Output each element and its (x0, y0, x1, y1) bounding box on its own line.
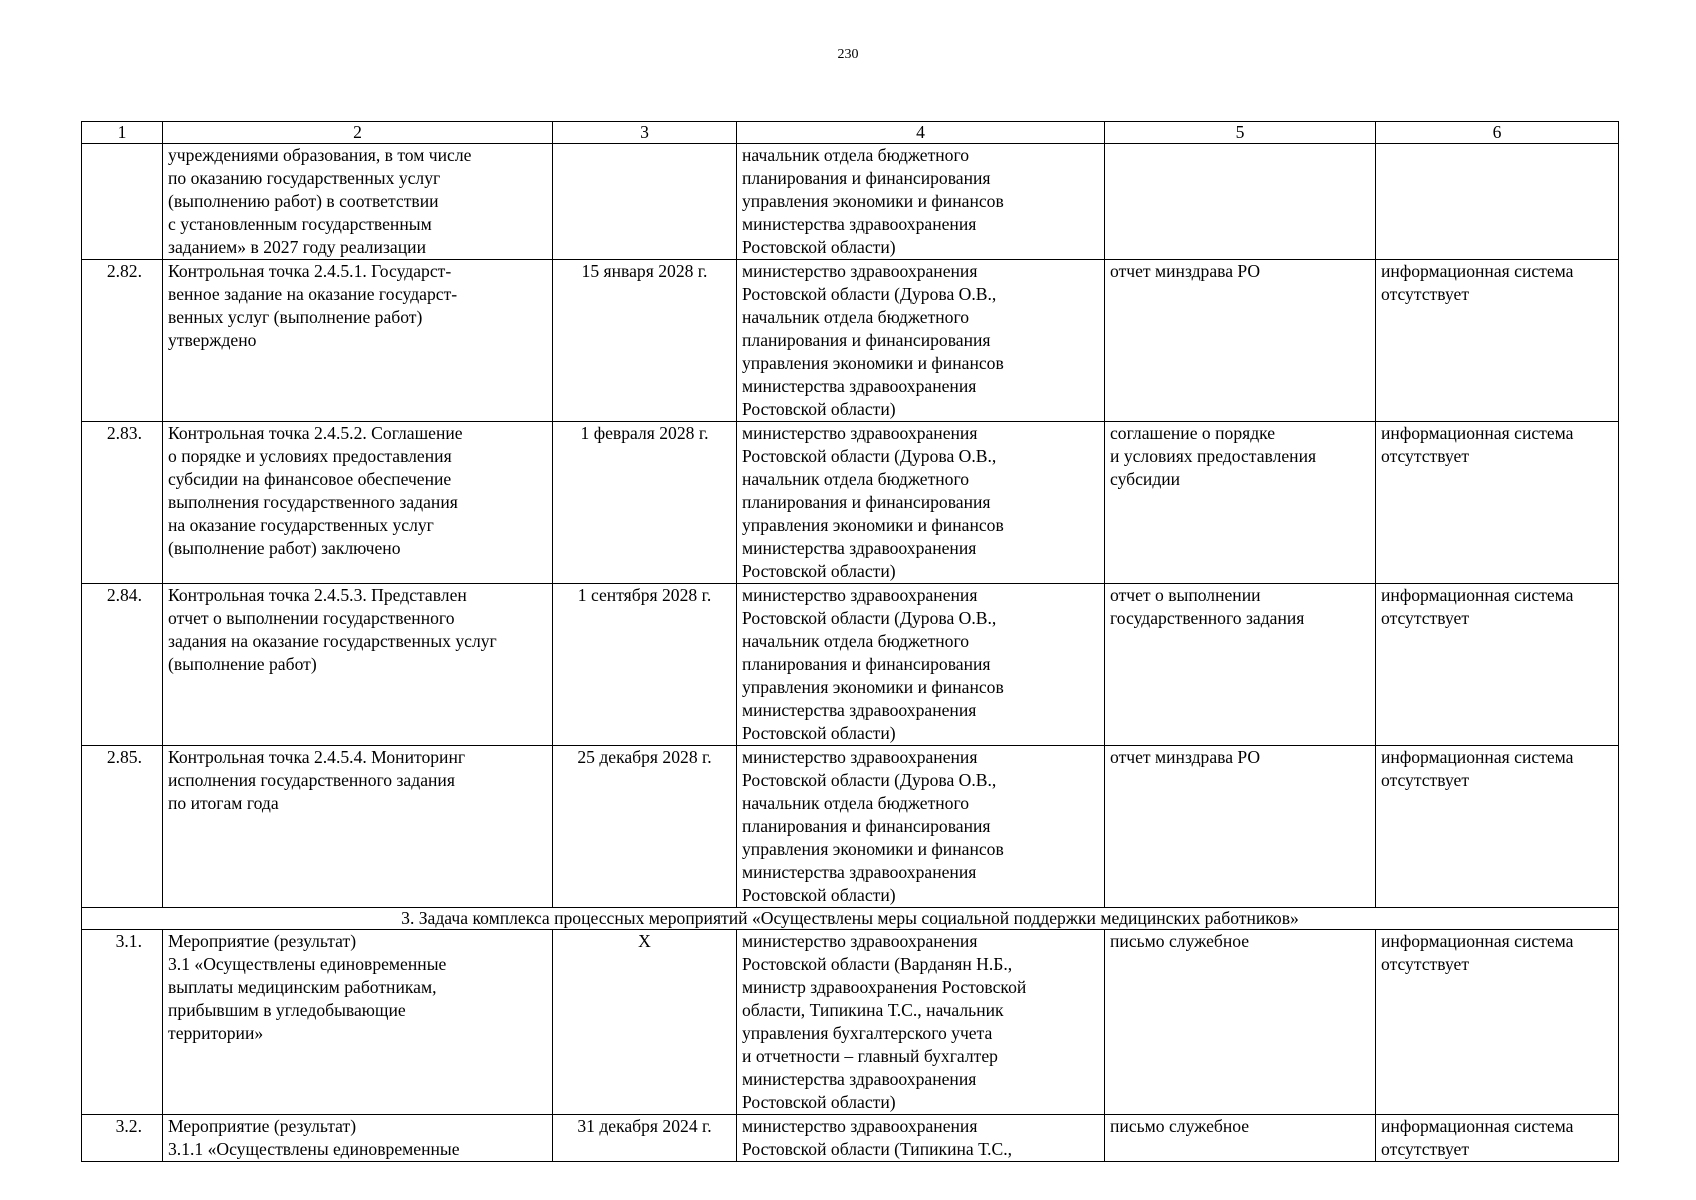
row-responsible: министерство здравоохранения Ростовской области (Дурова О.В., начальник отдела бюджетного планирования и финансирования управления экономики и финансов министерства здравоохранения Ростовской области) (737, 746, 1105, 908)
row-responsible: министерство здравоохранения Ростовской области (Дурова О.В., начальник отдела бюджетного планирования и финансирования управления экономики и финансов министерства здравоохранения Ростовской области) (737, 422, 1105, 584)
row-name: учреждениями образования, в том числе по оказанию государственных услуг (выполнению работ) в соответствии с установленным государственным заданием» в 2027 году реализации (163, 144, 553, 260)
row-document: соглашение о порядке и условиях предоставления субсидии (1105, 422, 1376, 584)
table-row (82, 422, 1619, 584)
column-header: 5 (1105, 122, 1376, 144)
column-number-row (82, 122, 1619, 144)
row-name: Контрольная точка 2.4.5.1. Государст- венное задание на оказание государст- венных услуг (выполнение работ) утверждено (163, 260, 553, 422)
row-responsible: министерство здравоохранения Ростовской области (Дурова О.В., начальник отдела бюджетного планирования и финансирования управления экономики и финансов министерства здравоохранения Ростовской области) (737, 260, 1105, 422)
column-header: 6 (1376, 122, 1619, 144)
row-info-system: информационная система отсутствует (1376, 746, 1619, 908)
row-info-system: информационная система отсутствует (1376, 422, 1619, 584)
table-row (82, 930, 1619, 1115)
row-date: 1 февраля 2028 г. (553, 422, 737, 584)
row-number: 3.2. (82, 1115, 163, 1162)
table-row (82, 260, 1619, 422)
row-number: 2.85. (82, 746, 163, 908)
row-document (1105, 144, 1376, 260)
row-number (82, 144, 163, 260)
column-header: 1 (82, 122, 163, 144)
row-name: Мероприятие (результат) 3.1 «Осуществлены единовременные выплаты медицинским работникам, прибывшим в угледобывающие территории» (163, 930, 553, 1115)
row-number: 2.83. (82, 422, 163, 584)
column-header: 2 (163, 122, 553, 144)
table-row (82, 746, 1619, 908)
row-name: Контрольная точка 2.4.5.4. Мониторинг исполнения государственного задания по итогам года (163, 746, 553, 908)
row-responsible: министерство здравоохранения Ростовской области (Типикина Т.С., (737, 1115, 1105, 1162)
row-document: отчет минздрава РО (1105, 260, 1376, 422)
section-title: 3. Задача комплекса процессных мероприятий «Осуществлены меры социальной поддержки медицинских работников» (82, 908, 1619, 930)
row-number: 3.1. (82, 930, 163, 1115)
row-number: 2.82. (82, 260, 163, 422)
schedule-table (81, 121, 1619, 1162)
row-info-system (1376, 144, 1619, 260)
row-document: письмо служебное (1105, 930, 1376, 1115)
row-date: 31 декабря 2024 г. (553, 1115, 737, 1162)
row-info-system: информационная система отсутствует (1376, 260, 1619, 422)
row-info-system: информационная система отсутствует (1376, 930, 1619, 1115)
row-date: Х (553, 930, 737, 1115)
row-responsible: министерство здравоохранения Ростовской области (Варданян Н.Б., министр здравоохранения Ростовской области, Типикина Т.С., начальник управления бухгалтерского учета и отчетности – главный бухгалтер министерства здравоохранения Ростовской области) (737, 930, 1105, 1115)
row-number: 2.84. (82, 584, 163, 746)
column-header: 3 (553, 122, 737, 144)
row-date: 25 декабря 2028 г. (553, 746, 737, 908)
row-document: отчет минздрава РО (1105, 746, 1376, 908)
row-document: письмо служебное (1105, 1115, 1376, 1162)
table-row (82, 1115, 1619, 1162)
row-info-system: информационная система отсутствует (1376, 1115, 1619, 1162)
row-responsible: начальник отдела бюджетного планирования и финансирования управления экономики и финансов министерства здравоохранения Ростовской области) (737, 144, 1105, 260)
row-name: Мероприятие (результат) 3.1.1 «Осуществлены единовременные (163, 1115, 553, 1162)
table-row (82, 144, 1619, 260)
page-number: 230 (837, 47, 859, 62)
row-responsible: министерство здравоохранения Ростовской области (Дурова О.В., начальник отдела бюджетного планирования и финансирования управления экономики и финансов министерства здравоохранения Ростовской области) (737, 584, 1105, 746)
row-date (553, 144, 737, 260)
row-date: 1 сентября 2028 г. (553, 584, 737, 746)
row-date: 15 января 2028 г. (553, 260, 737, 422)
column-header: 4 (737, 122, 1105, 144)
row-info-system: информационная система отсутствует (1376, 584, 1619, 746)
row-name: Контрольная точка 2.4.5.2. Соглашение о порядке и условиях предоставления субсидии на финансовое обеспечение выполнения государственного задания на оказание государственных услуг (выполнение работ) заключено (163, 422, 553, 584)
row-document: отчет о выполнении государственного задания (1105, 584, 1376, 746)
section-row (82, 908, 1619, 930)
table-row (82, 584, 1619, 746)
row-name: Контрольная точка 2.4.5.3. Представлен отчет о выполнении государственного задания на оказание государственных услуг (выполнение работ) (163, 584, 553, 746)
